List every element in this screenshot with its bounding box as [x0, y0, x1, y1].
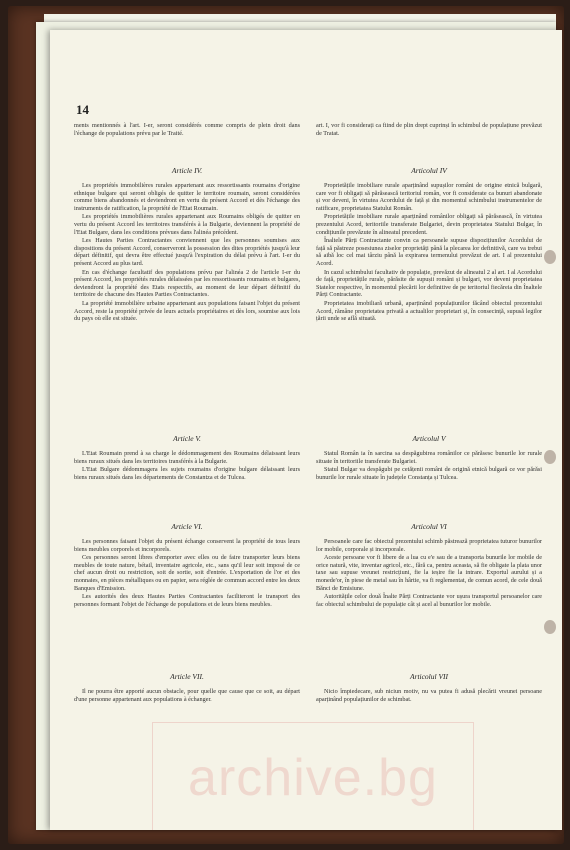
paper-stain	[544, 450, 556, 464]
left-art6-para: Les autorités des deux Hautes Parties Contractantes faciliteront le transport des personnes formant l'objet de l'échange de populations et de leurs biens meubles.	[74, 593, 300, 608]
left-art4-para: Les propriétés immobilières rurales appartenant aux ressortissants roumains d'origine ethnique bulgare qui seront obligés de quitter le territoire roumain, seront considérées comme biens abandonnés et deviendront en vertu du présent Accord et dès l'échange des instruments de ratification, la propriété de l'Etat Roumain.	[74, 182, 300, 212]
left-art6-para: Les personnes faisant l'objet du présent échange conservent la propriété de tous leurs biens meubles corporels et incorporels.	[74, 538, 300, 553]
right-art7-para: Nicio împiedecare, sub niciun motiv, nu va putea fi adusă plecării vreunei persoane aparținând populațiunilor de schimbat.	[316, 688, 542, 703]
right-article-6-body	[316, 538, 542, 608]
left-article-6-body	[74, 538, 300, 608]
right-art4-para: Înaltele Părți Contractante convin ca persoanele supuse dispozițiunilor Acordului de față să păstreze posesiunea ziselor proprietăți până la plecarea lor definitivă, care va trebui să aibă loc cel mai târziu până la expirarea termenului prevăzut de art. I al prezentului Acord.	[316, 237, 542, 267]
paper-stain	[544, 620, 556, 634]
right-article-5-body	[316, 450, 542, 481]
left-article-5-title: Article V.	[173, 434, 201, 443]
right-art6-para: Autoritățile celor două Înalte Părți Contractante vor ușura transportul persoanelor care fac obiectul schimbului de populație cât și acel al bunurilor lor mobile.	[316, 593, 542, 608]
left-art7-para: Il ne pourra être apporté aucun obstacle, pour quelle que cause que ce soit, au départ d'une personne appartenant aux populations à échanger.	[74, 688, 300, 703]
left-art4-para: En cas d'échange facultatif des populations prévu par l'alinéa 2 de l'article I-er du présent Accord, les propriétés rurales délaissées par les ressortissants roumains et bulgares, deviendront la propriété des Etats respectifs, au moment de leur départ définitif du territoire de chacune des Hautes Parties Contractantes.	[74, 268, 300, 299]
left-article-4-body	[74, 182, 300, 323]
right-article-4-body	[316, 182, 542, 323]
left-art4-para: La propriété immobilière urbaine appartenant aux populations faisant l'objet du présent Accord, reste la propriété privée de leurs actuels propriétaires et dès lors, soumise aux lois du pays où elle est située.	[74, 299, 300, 323]
right-art5-para: Statul Român ia în sarcina sa despăgubirea românilor ce părăsesc bunurile lor rurale situate în teritoriile transferate Bulgariei.	[316, 450, 542, 465]
left-article-5-body	[74, 450, 300, 481]
right-article-7-body	[316, 688, 542, 703]
right-intro-text: art. I, vor fi considerați ca fiind de plin drept cuprinși în schimbul de populațiune prevăzut de Tratat.	[316, 122, 542, 137]
left-article-6-title: Article VI.	[171, 522, 203, 531]
watermark: archive.bg	[152, 722, 474, 830]
left-art4-para: Les Hautes Parties Contractantes conviennent que les personnes soumises aux dispositions du présent Accord, conserveront la possession des dites propriétés jusqu'à leur départ définitif, qui devra être effectué jusqu'à l'expiration du délai prévu à l'art. I-er du présent Accord au plus tard.	[74, 237, 300, 267]
page-number: 14	[76, 102, 89, 117]
left-art5-para: L'Etat Roumain prend à sa charge le dédommagement des Roumains délaissant leurs biens ruraux situés dans les territoires transférés à la Bulgarie.	[74, 450, 300, 465]
left-intro-text: ments mentionnés à l'art. I-er, seront considérés comme compris de plein droit dans l'échange de populations prévu par le Traité.	[74, 122, 300, 137]
right-art4-para: In cazul schimbului facultativ de populație, prevăzut de alineatul 2 al art. I al Acordului de față, proprietățile rurale, părăsite de supușii români și bulgari, vor deveni proprietatea Statelor respective, în momentul plecării lor definitive de pe teritoriul fiecăreia din Înaltele Părți Contractante.	[316, 268, 542, 299]
right-intro	[316, 122, 542, 137]
left-article-7-body	[74, 688, 300, 703]
right-article-7-title: Articolul VII	[409, 672, 449, 681]
paper-stain	[544, 250, 556, 264]
left-art4-para: Les propriétés immobilières rurales appartenant aux Roumains obligés de quitter en vertu du présent Accord les territoires transférés à la Bulgarie, deviennent la propriété de l'Etat Bulgare, dans les conditions prévues dans l'alinéa précédent.	[74, 213, 300, 236]
right-art6-para: Aceste persoane vor fi libere de a lua cu e'e sau de a transporta bunurile lor mobile de orice natură, vite, inventar agricol, etc., fără ca, pentru aceasta, să fie obligate la plata unor taxe sau supuse vreunei restricțiuni, fie la ieșire fie la intrare. Exportul aurului și a monede'or, în piese de metal sau în hârtie, va fi reglementat, de comun acord, de cele două Bănci de Emisiune.	[316, 554, 542, 592]
left-art6-para: Ces personnes seront libres d'emporter avec elles ou de faire transporter leurs biens meubles de toute nature, bétail, inventaire agricole, etc., sans qu'il leur soit imposé de ce chef aucun droit ou restriction, soit de sortie, soit d'entrée. L'exportation de l'or et des monnaies, en pièces métalliques ou en papier, sera réglée de commun accord entre les deux Banques d'Emission.	[74, 554, 300, 592]
right-article-5-title: Articolul V	[412, 434, 446, 443]
right-art4-para: Proprietățile imobiliare rurale aparținând românilor obligați să părăsească, în virtutea prezentului Acord, teritoriile transferate Bulgariei, devin proprietatea Statului Bulgar, în condițiunile prevăzute în alineatul precedent.	[316, 213, 542, 236]
right-art6-para: Persoanele care fac obiectul prezentului schimb păstrează proprietatea tuturor bunurilor lor mobile, corporale și incorporale.	[316, 538, 542, 553]
right-art5-para: Statul Bulgar va despăgubi pe cetățenii români de origină etnică bulgară ce vor părăsi bunurile lor rurale situate în județele Constanța și Tulcea.	[316, 466, 542, 481]
right-article-6-title: Articolul VI	[411, 522, 447, 531]
document-page	[50, 30, 562, 830]
left-art5-para: L'Etat Bulgare dédommagera les sujets roumains d'origine bulgare délaissant leurs biens ruraux situés dans les départements de Constantza et de Tulcea.	[74, 466, 300, 481]
right-art4-para: Proprietățile imobiliare rurale aparținând supușilor români de origine etnică bulgară, care vor fi obligați să părăsească teritoriul român, vor fi considerate ca bunuri abandonate și vor deveni, în virtutea Acordului de față și din momentul schimbului instrumentelor de ratificare, proprietatea Statului Român.	[316, 182, 542, 212]
left-article-7-title: Article VII.	[170, 672, 204, 681]
right-art4-para: Proprietatea imobiliară urbană, aparținând populațiunilor făcând obiectul prezentului Acord, rămâne proprietatea privată a actualilor proprietari și, în consecință, supusă legilor țării unde se află situată.	[316, 299, 542, 323]
left-intro	[74, 122, 300, 137]
left-article-4-title: Article IV.	[171, 166, 203, 175]
right-article-4-title: Articolul IV	[411, 166, 447, 175]
